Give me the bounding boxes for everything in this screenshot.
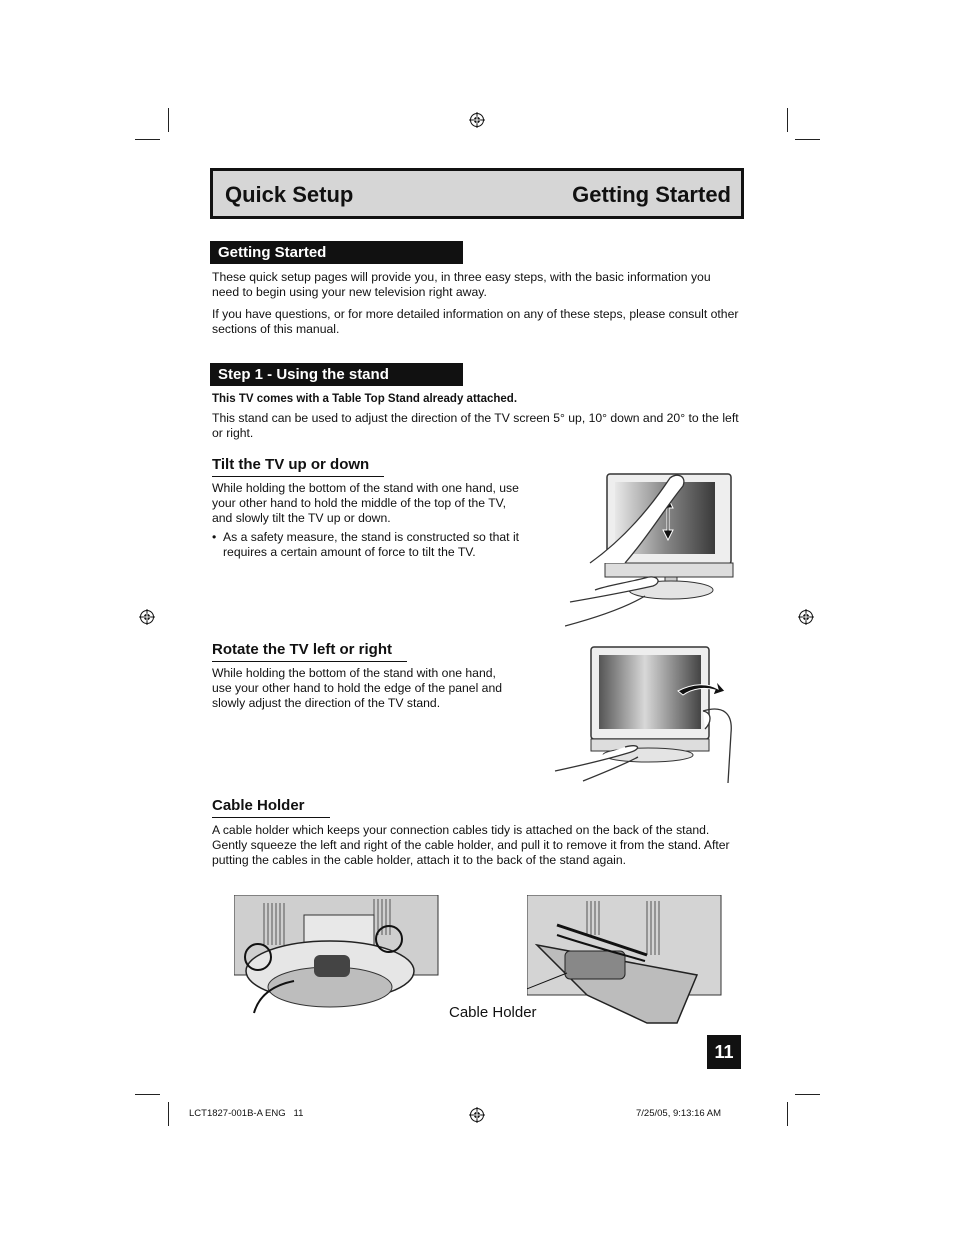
rotate-paragraph: While holding the bottom of the stand with one hand, use your other hand to hold the edge of the panel and slowly adjust the direction of the TV stand. [212,666,503,710]
crop-mark [795,139,820,140]
registration-mark-icon [469,1107,485,1123]
intro-paragraph-1: These quick setup pages will provide you, in three easy steps, with the basic information you need to begin using your new television right away. [212,270,711,299]
page-header [210,168,744,219]
rotate-heading: Rotate the TV left or right [212,641,407,662]
rotate-tv-illustration [553,643,738,783]
stand-back-illustration [234,895,440,1015]
section-title-getting-started: Getting Started [210,241,463,264]
crop-mark [168,108,169,132]
cable-holder-paragraph: A cable holder which keeps your connection cables tidy is attached on the back of the stand. Gently squeeze the left and right of the cable holder, and pull it to remove it from the stand. After putting the cables in the cable holder, attach it to the back of the stand again. [212,823,730,867]
registration-mark-icon [469,112,485,128]
tilt-bullet-text: As a safety measure, the stand is constructed so that it requires a certain amount of force to tilt the TV. [223,530,520,559]
registration-mark-icon [798,609,814,625]
header-title-left: Quick Setup [225,182,354,207]
tilt-heading: Tilt the TV up or down [212,456,384,477]
crop-mark [787,108,788,132]
page-number: 11 [707,1035,741,1069]
crop-mark [135,1094,160,1095]
crop-mark [787,1102,788,1126]
tilt-paragraph: While holding the bottom of the stand with one hand, use your other hand to hold the middle of the top of the TV, and slowly tilt the TV up or down. [212,481,519,525]
bullet-icon: • [212,530,217,544]
cable-holder-illustration [527,895,725,1027]
stand-description: This stand can be used to adjust the direction of the TV screen 5° up, 10° down and 20° to the left or right. [212,411,739,440]
intro-paragraph-2: If you have questions, or for more detailed information on any of these steps, please consult other sections of this manual. [212,307,739,336]
stand-attached-note: This TV comes with a Table Top Stand already attached. [212,393,518,405]
cable-holder-heading: Cable Holder [212,797,330,818]
crop-mark [135,139,160,140]
footer-left: LCT1827-001B-A ENG 11 [189,1108,304,1119]
footer-right: 7/25/05, 9:13:16 AM [636,1108,722,1119]
crop-mark [168,1102,169,1126]
header-title-right: Getting Started [572,182,731,207]
registration-mark-icon [139,609,155,625]
tilt-tv-illustration [565,468,740,628]
section-title-step1: Step 1 - Using the stand [210,363,463,386]
cable-holder-callout: Cable Holder [449,1004,537,1021]
crop-mark [795,1094,820,1095]
